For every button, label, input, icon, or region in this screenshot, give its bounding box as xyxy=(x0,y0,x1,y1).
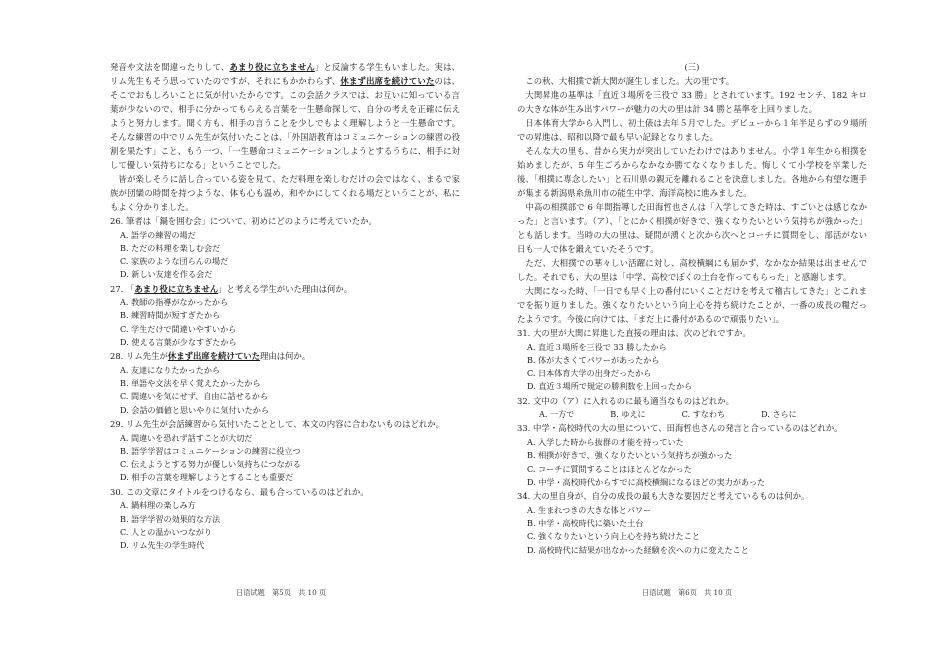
option-b: B. 中学・高校時代に築いた土台 xyxy=(527,517,644,528)
option-a: A. 語学の練習の場だ xyxy=(120,229,196,240)
passage-paragraph: そんな大の里も、昔から実力が突出していたわけではありません。小学１年生から相撲を始めましたが、5 年生ごろからなかなか勝てなくなりました。悔しくて小学校を卒業した後、「相撲に専念したい」と石川県の親元を離れることを決意しました。各地から有望な選手が集まる新潟県糸魚川市の能生中学、海洋高校に進みました。 xyxy=(517,146,867,198)
option-d: D. 高校時代に結果が出なかった経験を次への力に変えたこと xyxy=(527,544,749,555)
question-34 xyxy=(517,489,867,557)
option-d: D. 中学・高校時代からすでに高校横綱になるほどの実力があった xyxy=(527,476,766,487)
option-c: C. 学生だけで間違いやすいから xyxy=(120,323,237,334)
option-c: C. 伝えようとする努力が優しい気持ちにつながる xyxy=(120,459,301,470)
option-a: A. 間違いを恐れず話すことが大切だ xyxy=(120,432,253,443)
left-page xyxy=(110,60,460,552)
question-32 xyxy=(517,394,867,422)
question-stem: 26. 筆者は「鍋を囲む会」について、初めにどのように考えていたか。 xyxy=(110,216,377,226)
option-b: B. 語学学習の効果的な方法 xyxy=(120,513,221,524)
option-d: D. 使える言葉が少なすぎたから xyxy=(120,337,237,348)
option-c: C. 家族のような団らんの場だ xyxy=(120,256,229,267)
passage-paragraph: 皆が楽しそうに話し合っている姿を見て、ただ料理を楽しむだけの会ではなく、まるで家族が団欒の時間を持つような、体も心も温め、和やかにしてくれる場だということが、私にもよく分かりました。 xyxy=(110,174,460,212)
question-28 xyxy=(110,349,460,417)
option-row xyxy=(539,408,867,421)
underlined-phrase: 休まず出席を続けていた xyxy=(167,351,260,362)
option-b: B. 語学学習はコミュニケーションの練習に役立つ xyxy=(120,445,301,456)
page-footer: 日语试题 第5页 共 10 页 xyxy=(236,588,327,597)
question-stem: 30. この文章にタイトルをつけるなら、最も合っているのはどれか。 xyxy=(110,486,369,497)
question-stem: 28. リム先生が休まず出席を続けていた理由は何か。 xyxy=(110,351,311,362)
option-c: C. 間違いを気にせず、自由に話せるから xyxy=(120,391,268,402)
option-a: A. 教師の指導がなかったから xyxy=(120,297,229,308)
right-page xyxy=(517,60,867,557)
option-a: A. 鍋料理の楽しみ方 xyxy=(120,500,196,511)
option-d: D. リム先生の学生時代 xyxy=(120,540,205,551)
option-b: B. 相撲が好きで、強くなりたいという気持ちが強かった xyxy=(527,450,733,461)
question-26 xyxy=(110,214,460,282)
option-b: B. 体が大きくてパワーがあったから xyxy=(527,354,660,365)
question-31 xyxy=(517,326,867,394)
passage-paragraph: ただ、大相撲での華々しい活躍に対し、高校横綱にも届かず、なかなか結果は出ませんでした。それでも、大の里は「中学、高校でぼくの土台を作ってもらった」と感謝します。 xyxy=(517,258,867,282)
question-stem: 31. 大の里が大関に昇進した直接の理由は、次のどれですか。 xyxy=(517,328,751,338)
option-c: C. すなわち xyxy=(681,409,726,420)
underlined-phrase: あまり役に立ちません xyxy=(134,283,219,294)
option-d: D. 会話の価値と思いやりに気付いたから xyxy=(120,404,269,415)
passage-paragraph: 発音や文法を間違ったりして、あまり役に立ちません」と反論する学生もいました。実は、リム先生もそう思っていたのですが、それにもかかわらず、休まず出席を続けていたのは、そこでおもしろいことに気が付いたからです。この会話クラスでは、お互いに知っている言葉が少ないので、相手に分かってもらえる言葉を一生懸命探して、自分の考えを正確に伝えようと努力します。聞く方も、相手の言うことを少しでもよく理解しようと一生懸命です。そんな練習の中でリム先生が気付いたことは、「外国語教育はコミュニケーションの練習の役割を果たす」こと、もう一つ、「一生懸命コミュニケーションしようとするうちに、相手に対して優しい気持ちになる」ということでした。 xyxy=(110,62,461,170)
option-b: B. 単語や文法を早く覚えたかったから xyxy=(120,378,261,389)
question-33 xyxy=(517,421,867,489)
question-30 xyxy=(110,485,460,553)
question-27 xyxy=(110,282,460,350)
option-d: D. 直近３場所で規定の勝利数を上回ったから xyxy=(527,381,693,392)
page-footer: 日语试题 第6页 共 10 页 xyxy=(642,588,733,597)
option-b: B. ゆえに xyxy=(610,409,646,420)
underlined-phrase-2: 休まず出席を続けていた xyxy=(340,76,435,86)
section-number: (三) xyxy=(684,62,700,72)
passage-paragraph: この秋、大相撲で新大関が誕生しました。大の里です。 xyxy=(525,76,735,86)
option-b: B. ただの料理を楽しむ会だ xyxy=(120,242,221,253)
option-a: A. 友達になりたかったから xyxy=(120,364,221,375)
option-c: C. 強くなりたいという向上心を持ち続けたこと xyxy=(527,531,700,542)
question-stem: 27. 「あまり役に立ちません」と考える学生がいた理由は何か。 xyxy=(110,283,353,294)
question-29 xyxy=(110,417,460,485)
underlined-phrase-1: あまり役に立ちません xyxy=(229,62,315,72)
passage-paragraph: 日本体育大学から入門し、初土俵は去年５月でした。デビューから１年半足らずの９場所での昇進は、昭和以降で最も早い記録となりました。 xyxy=(517,118,867,142)
option-a: A. 生まれつきの大きな体とパワー xyxy=(527,504,652,515)
option-d: D. 相手の言葉を理解しようとすることも重要だ xyxy=(120,472,294,483)
question-stem: 33. 中学・高校時代の大の里について、田海哲也さんの発言と合っているのはどれか。 xyxy=(517,423,843,434)
option-c: C. 人との温かいつながり xyxy=(120,526,212,537)
passage-paragraph: 中高の相撲部で 6 年間指導した田海哲也さんは「入学してきた時は、すごいとは感じなかった」と言います。（ア）、「とにかく相撲が好きで、強くなりたいという気持ちが強かった」とも話します。当時の大の里は、疑問が湧くと次から次へとコーチに質問をし、部活がない日も一人で体を鍛えていたそうです。 xyxy=(517,202,867,254)
question-stem: 29. リム先生が会話練習から気付いたこととして、本文の内容に合わないものはどれか。 xyxy=(110,419,445,430)
passage-paragraph: 大関になった時、「一日でも早く上の番付にいくことだけを考えて稽古してきた」とこれまでを振り返りました。強くなりたいという向上心を持ち続けたことが、一番の成長の糧だったようです。今後に向けては、「まだ上に番付があるので頑張りたい」。 xyxy=(517,286,867,324)
option-c: C. 日本体育大学の出身だったから xyxy=(527,368,652,379)
option-a: A. 直近３場所を三役で 33 勝したから xyxy=(527,341,667,352)
option-a: A. 一方で xyxy=(539,409,575,420)
passage-paragraph: 大関昇進の基準は「直近３場所を三役で 33 勝」とされています。192 センチ、182 キロの大きな体が生み出すパワーが魅力の大の里は計 34 勝と基準を上回りました。 xyxy=(517,90,867,114)
option-c: C. コーチに質問することはほとんどなかった xyxy=(527,463,692,474)
option-b: B. 練習時間が短すぎたから xyxy=(120,310,221,321)
option-a: A. 入学した時から抜群の才能を持っていた xyxy=(527,436,684,447)
question-stem: 32. 文中の（ア）に入れるのに最も適当なものはどれか。 xyxy=(517,395,734,406)
option-d: D. 新しい友達を作る会だ xyxy=(120,269,213,280)
option-d: D. さらに xyxy=(761,409,797,420)
question-stem: 34. 大の里自身が、自分の成長の最も大きな要因だと考えているものは何か。 xyxy=(517,491,810,502)
